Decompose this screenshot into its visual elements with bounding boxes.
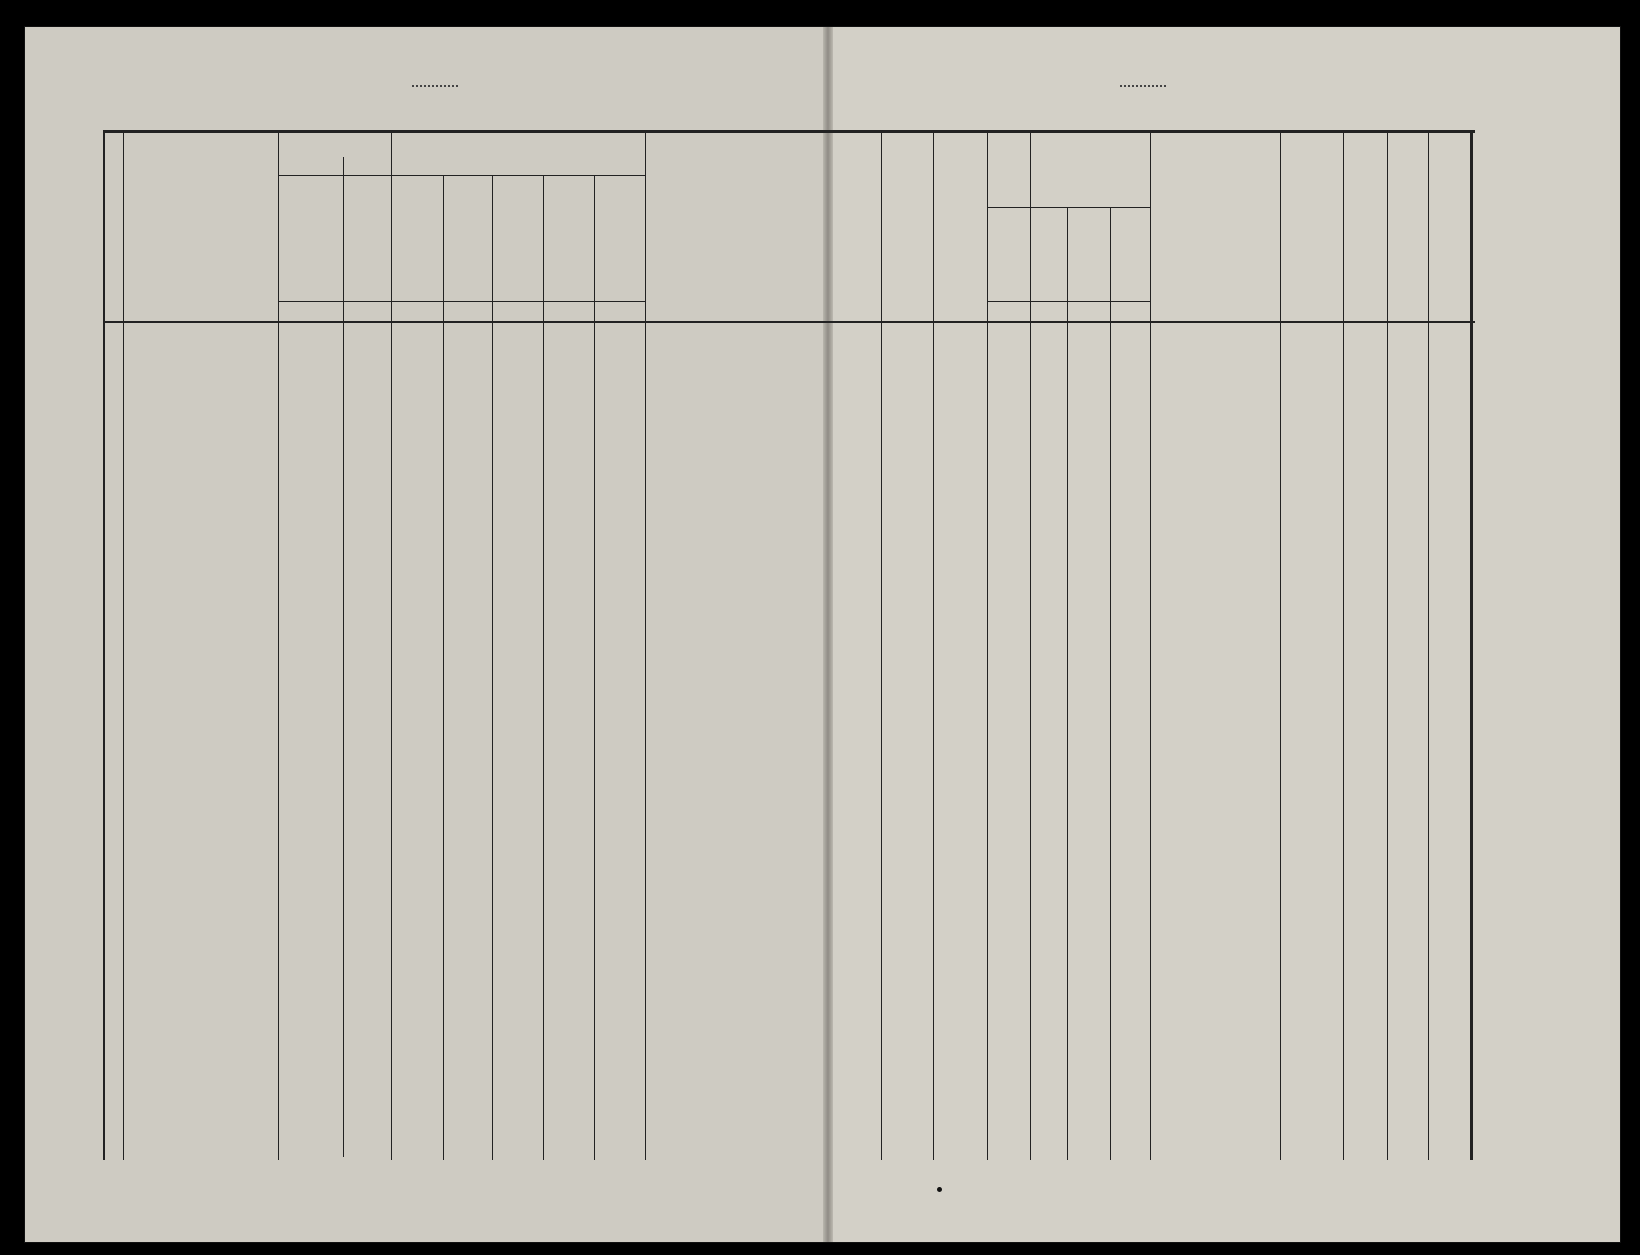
amounts (343, 575, 648, 595)
subheader-rule (278, 175, 645, 176)
header-expenses (395, 142, 645, 172)
book-spread (24, 26, 1621, 1243)
col-rule (881, 130, 882, 1160)
right-page-number (1113, 83, 1173, 87)
col-rule (594, 175, 595, 1160)
book-gutter (823, 27, 833, 1242)
left-page-number (405, 83, 465, 87)
school-name (125, 472, 277, 498)
header-educated (835, 177, 879, 297)
col-rule (1343, 130, 1344, 1160)
col-rule (1428, 130, 1429, 1160)
section-title (425, 369, 1125, 399)
col-rule (645, 130, 646, 1160)
col-rule (1150, 130, 1151, 1160)
school-opened (125, 587, 277, 607)
col-rule (278, 130, 279, 1160)
unit-rule (987, 301, 1150, 302)
header-school-name (125, 175, 277, 275)
table-right-rule (1470, 130, 1473, 1160)
school-location (125, 535, 277, 579)
col-rule (343, 157, 344, 1157)
col-rule (492, 175, 493, 1160)
header-teacher-name (649, 177, 821, 297)
col-rule (933, 130, 934, 1160)
units-rub-kop (355, 303, 645, 321)
header-funds-from (280, 225, 342, 265)
col-rule (1110, 207, 1111, 1160)
right-page (827, 27, 1620, 1242)
units-m-d (991, 303, 1151, 321)
col-rule (1030, 130, 1031, 1160)
school-type (125, 517, 277, 537)
col-rule (1387, 130, 1388, 1160)
col-rule (987, 130, 988, 1160)
table-top-rule (103, 130, 1475, 133)
header-exam (1031, 135, 1149, 205)
table-left-rule (103, 130, 105, 1160)
unit-rule (278, 301, 645, 302)
col-rule (1280, 130, 1281, 1160)
col-rule (543, 175, 544, 1160)
col-rule (391, 130, 392, 1160)
header-not-got (1069, 210, 1149, 228)
header-bottom-rule (103, 321, 1475, 323)
col-rule (1067, 207, 1068, 1160)
col-rule (443, 175, 444, 1160)
subheader-rule (987, 207, 1150, 208)
page-dot (937, 1187, 942, 1192)
header-funds (280, 135, 390, 175)
col-rule (123, 130, 124, 1160)
